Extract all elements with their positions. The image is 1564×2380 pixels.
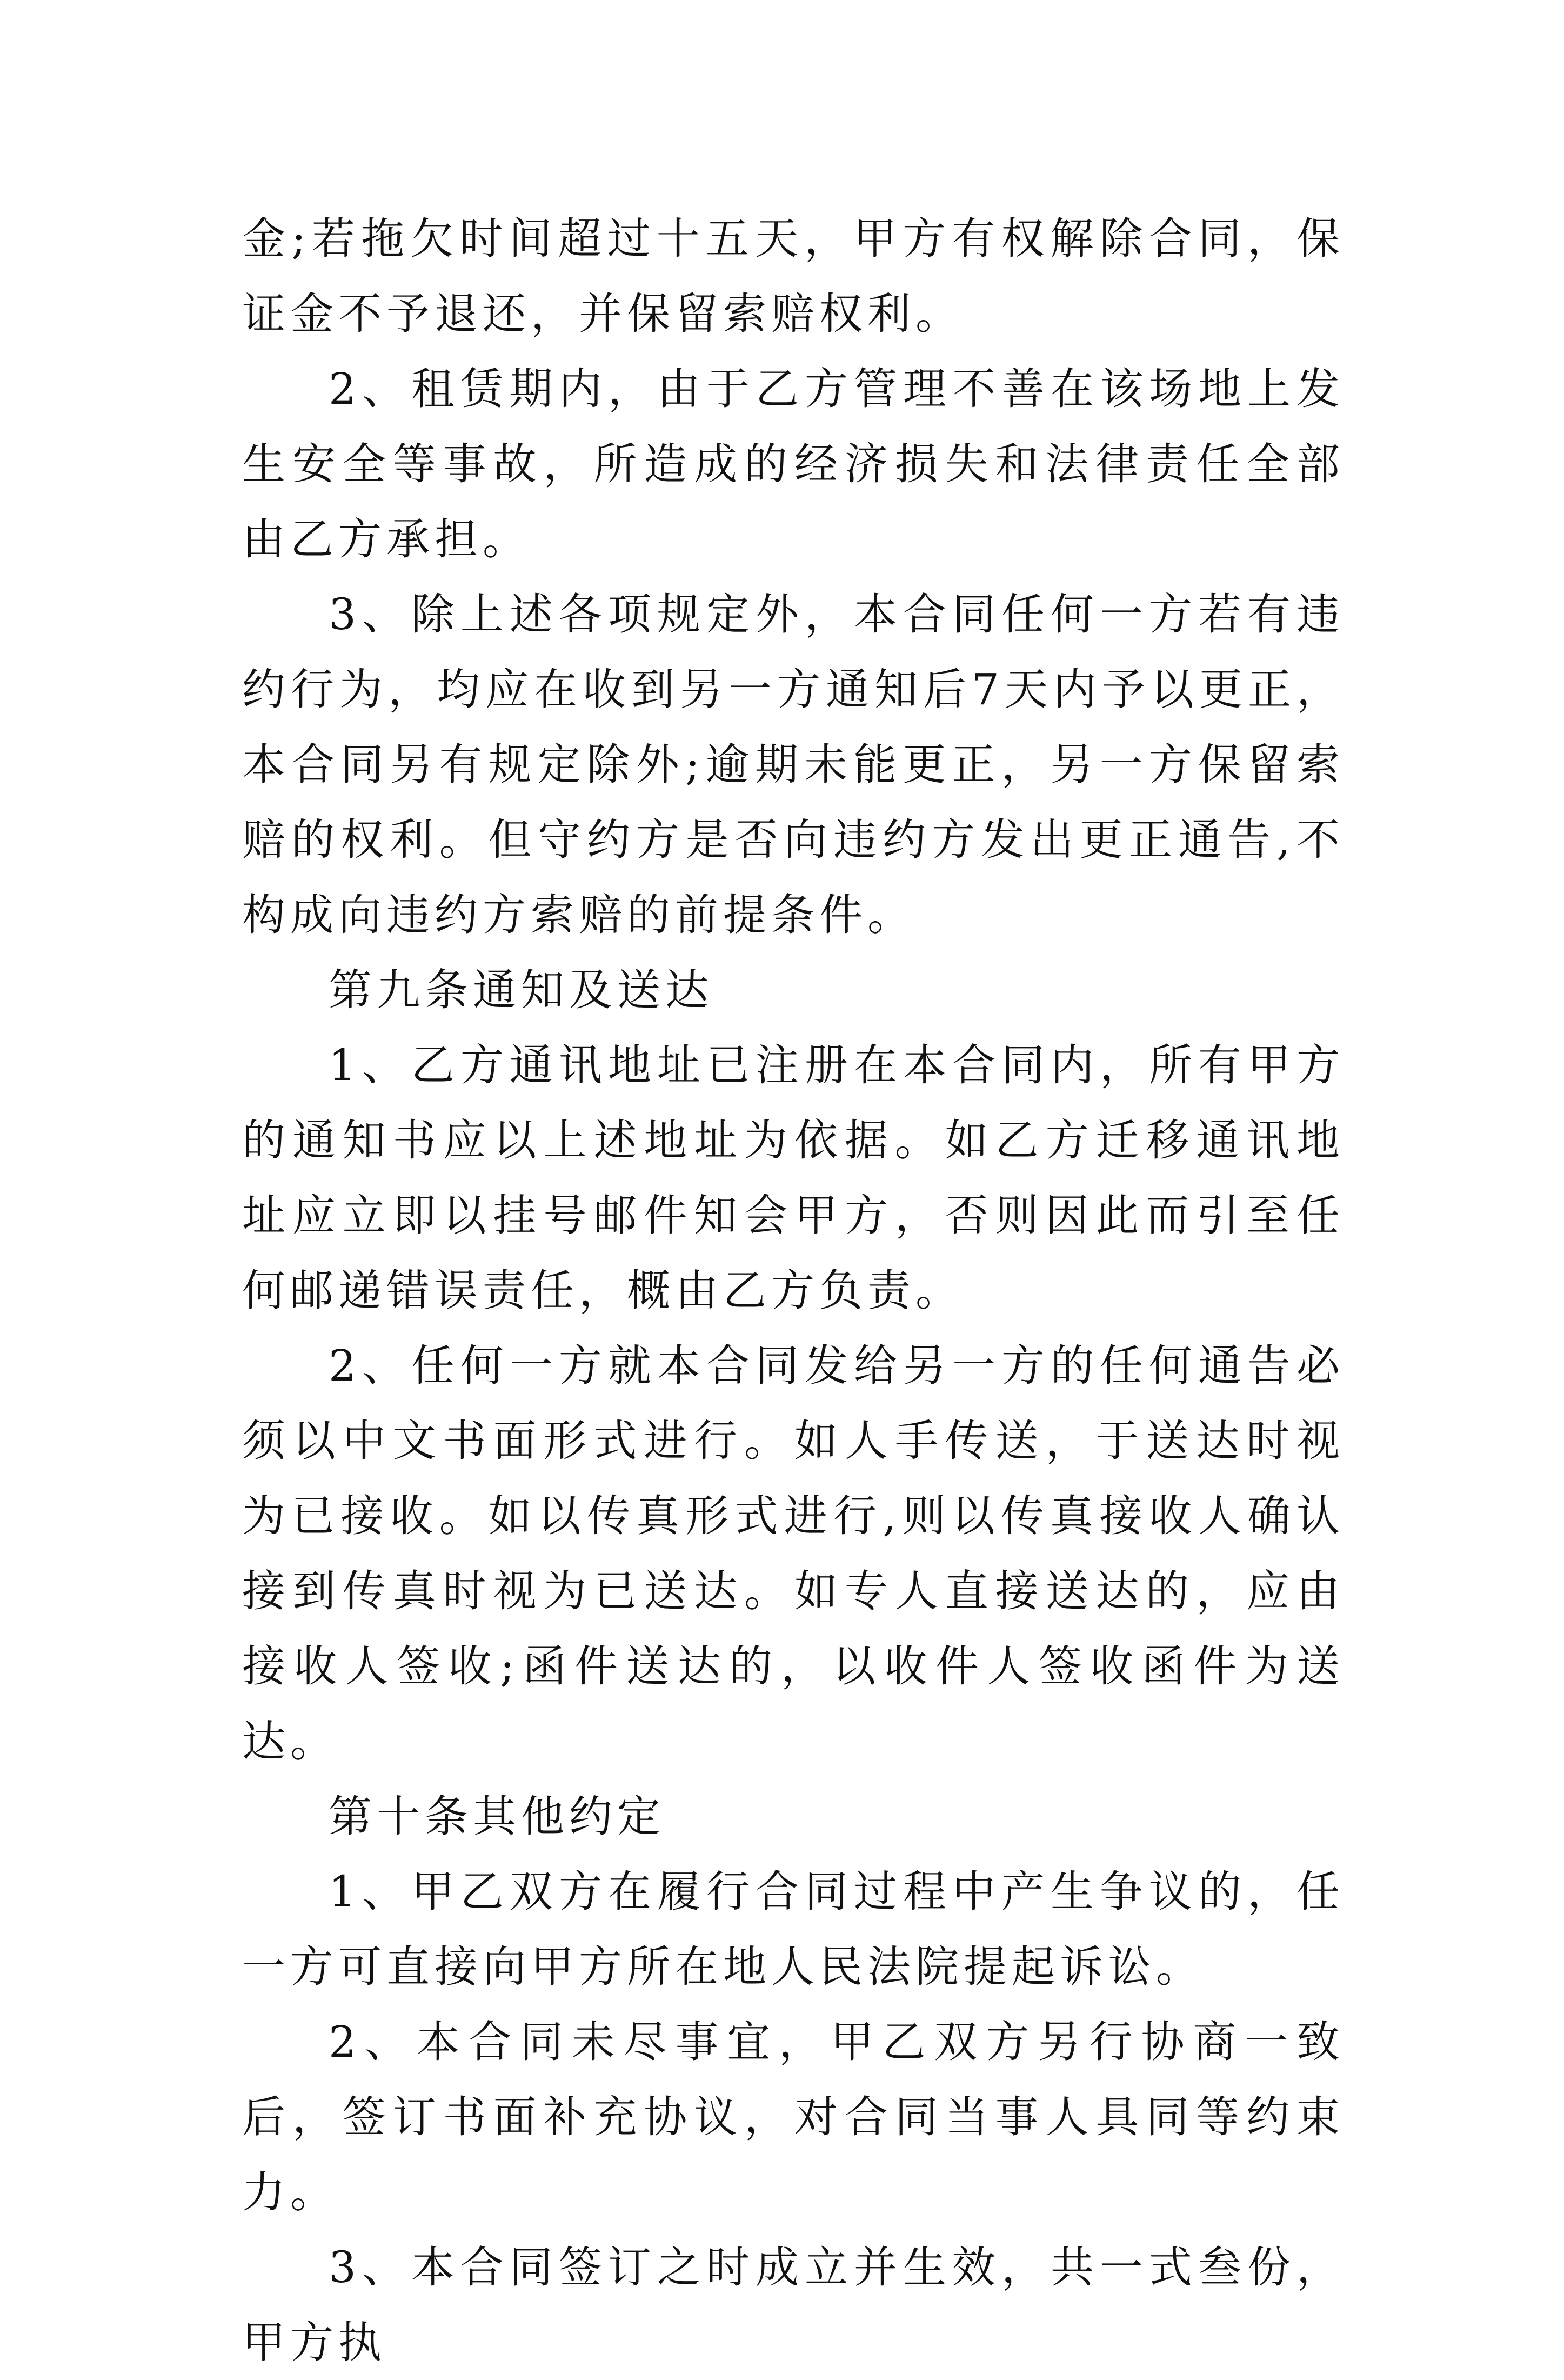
paragraph-notice-delivery: 2、任何一方就本合同发给另一方的任何通告必须以中文书面形式进行。如人手传送，于送达时视为已接收。如以传真形式进行,则以传真接收人确认接到传真时视为已送达。如专人直接送达的，应由接收人签收;函件送达的，以收件人签收函件为送达。 (242, 1341, 1345, 1766)
paragraph-breach-correction: 3、除上述各项规定外，本合同任何一方若有违约行为，均应在收到另一方通知后7天内予以更正，本合同另有规定除外;逾期未能更正，另一方保留索赔的权利。但守约方是否向违约方发出更正通告,不构成向违约方索赔的前提条件。 (242, 589, 1345, 940)
paragraph-notice-address: 1、乙方通讯地址已注册在本合同内，所有甲方的通知书应以上述地址为依据。如乙方迁移通讯地址应立即以挂号邮件知会甲方，否则因此而引至任何邮递错误责任，概由乙方负责。 (242, 1040, 1345, 1316)
paragraph-overdue-continuation: 金;若拖欠时间超过十五天，甲方有权解除合同，保证金不予退还，并保留索赔权利。 (242, 214, 1345, 339)
paragraph-safety-liability: 2、租赁期内，由于乙方管理不善在该场地上发生安全等事故，所造成的经济损失和法律责任全部由乙方承担。 (242, 364, 1345, 564)
paragraph-supplementary-agreement: 2、本合同未尽事宜，甲乙双方另行协商一致后，签订书面补充协议，对合同当事人具同等约束力。 (242, 2017, 1345, 2217)
heading-article-ten: 第十条其他约定 (329, 1791, 665, 1842)
heading-article-nine: 第九条通知及送达 (329, 965, 713, 1015)
paragraph-dispute-litigation: 1、甲乙双方在履行合同过程中产生争议的，任一方可直接向甲方所在地人民法院提起诉讼。 (242, 1866, 1345, 1992)
paragraph-effectiveness-copies: 3、本合同签订之时成立并生效，共一式叁份，甲方执 (242, 2242, 1345, 2368)
contract-text-body (242, 201, 1345, 2380)
